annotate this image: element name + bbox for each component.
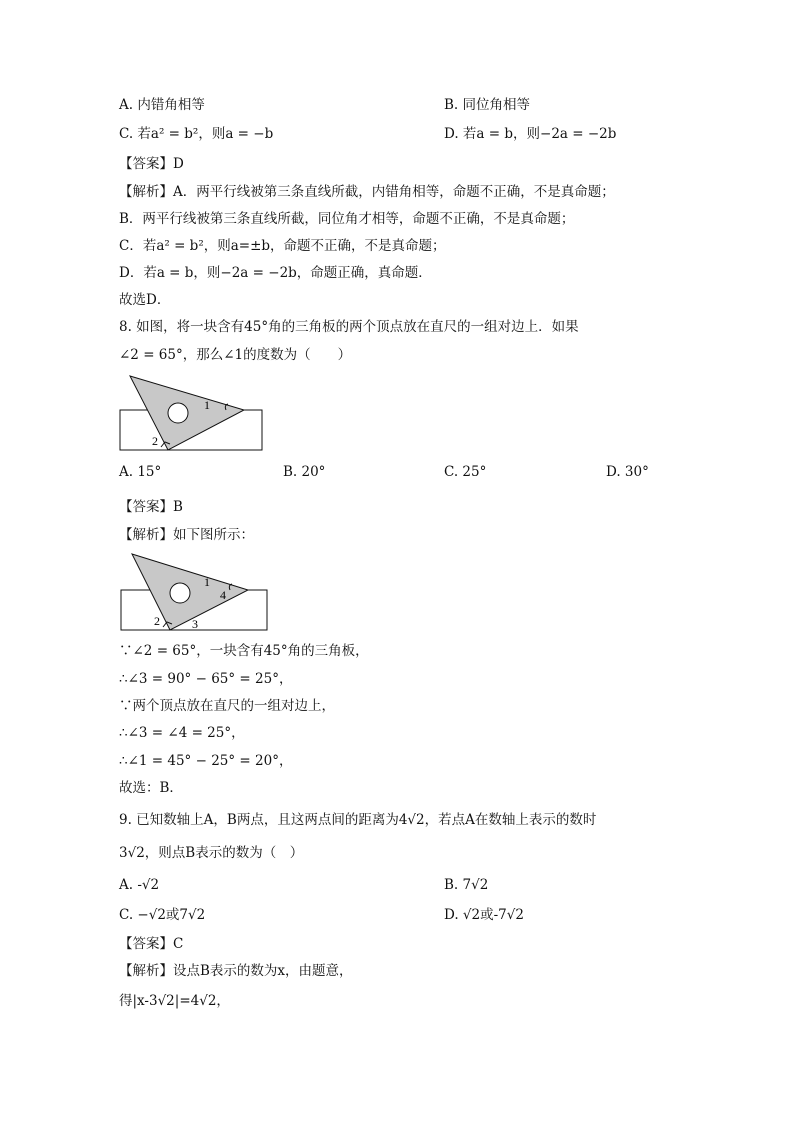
q9-answer: 【答案】C xyxy=(119,936,184,952)
q9-analysis-line: 【解析】设点B表示的数为x，由题意， xyxy=(119,963,353,979)
angle-label-1: 1 xyxy=(204,398,210,412)
q7-analysis-line: 故选D． xyxy=(119,292,171,308)
q7-analysis-line: D．若a = b，则−2a = −2b，命题正确，真命题． xyxy=(119,265,432,281)
angle-label-2: 2 xyxy=(154,614,160,628)
angle-label-4: 4 xyxy=(220,588,226,602)
q7-analysis-line: C．若a² = b²，则a=±b，命题不正确，不是真命题； xyxy=(119,238,446,254)
q8-option-b: B. 20° xyxy=(283,464,326,480)
q7-analysis-line: B．两平行线被第三条直线所截，同位角才相等，命题不正确，不是真命题； xyxy=(119,211,575,227)
q8-option-c: C. 25° xyxy=(444,464,487,480)
q9-option-b: B. 7√2 xyxy=(444,877,489,893)
q7-option-d: D. 若a = b，则−2a = −2b xyxy=(444,126,617,142)
q7-option-c: C. 若a² = b²，则a = −b xyxy=(119,126,274,142)
angle-label-2: 2 xyxy=(152,434,158,448)
q8-option-a: A. 15° xyxy=(119,464,162,480)
q8-analysis-figure xyxy=(118,550,270,634)
q7-option-a: A. 内错角相等 xyxy=(119,97,205,113)
q8-step: ∴∠3 = ∠4 = 25°， xyxy=(119,725,245,741)
angle-label-3: 3 xyxy=(192,617,198,631)
q8-figure-ruler-triangle xyxy=(118,372,268,456)
q7-analysis-line: 【解析】A．两平行线被第三条直线所截，内错角相等，命题不正确，不是真命题； xyxy=(119,184,615,200)
q9-option-c: C. −√2或7√2 xyxy=(119,907,206,923)
triangle-hole xyxy=(168,403,188,423)
q7-answer: 【答案】D xyxy=(119,156,184,172)
q8-analysis-intro: 【解析】如下图所示： xyxy=(119,527,254,543)
q8-step: ∵∠2 = 65°，一块含有45°角的三角板， xyxy=(119,643,369,659)
q8-step: ∵两个顶点放在直尺的一组对边上， xyxy=(119,698,335,714)
q9-option-d: D. √2或-7√2 xyxy=(444,907,524,923)
q8-answer: 【答案】B xyxy=(119,499,183,515)
q8-stem: ∠2 = 65°，那么∠1的度数为（ ） xyxy=(119,347,352,363)
q8-option-d: D. 30° xyxy=(606,464,649,480)
q9-stem: 3√2，则点B表示的数为（ ） xyxy=(119,845,304,861)
q7-option-b: B. 同位角相等 xyxy=(444,97,531,113)
q9-analysis-line: 得|x-3√2|=4√2， xyxy=(119,993,230,1009)
q9-stem: 9. 已知数轴上A，B两点，且这两点间的距离为4√2，若点A在数轴上表示的数时 xyxy=(119,812,597,828)
q9-option-a: A. -√2 xyxy=(119,877,160,893)
triangle-hole xyxy=(170,583,190,603)
q8-step: ∴∠1 = 45° − 25° = 20°， xyxy=(119,753,293,769)
angle-label-1: 1 xyxy=(204,575,210,589)
q8-step: ∴∠3 = 90° − 65° = 25°， xyxy=(119,671,293,687)
q8-step: 故选：B． xyxy=(119,780,183,796)
q8-stem: 8. 如图，将一块含有45°角的三角板的两个顶点放在直尺的一组对边上．如果 xyxy=(119,319,579,335)
